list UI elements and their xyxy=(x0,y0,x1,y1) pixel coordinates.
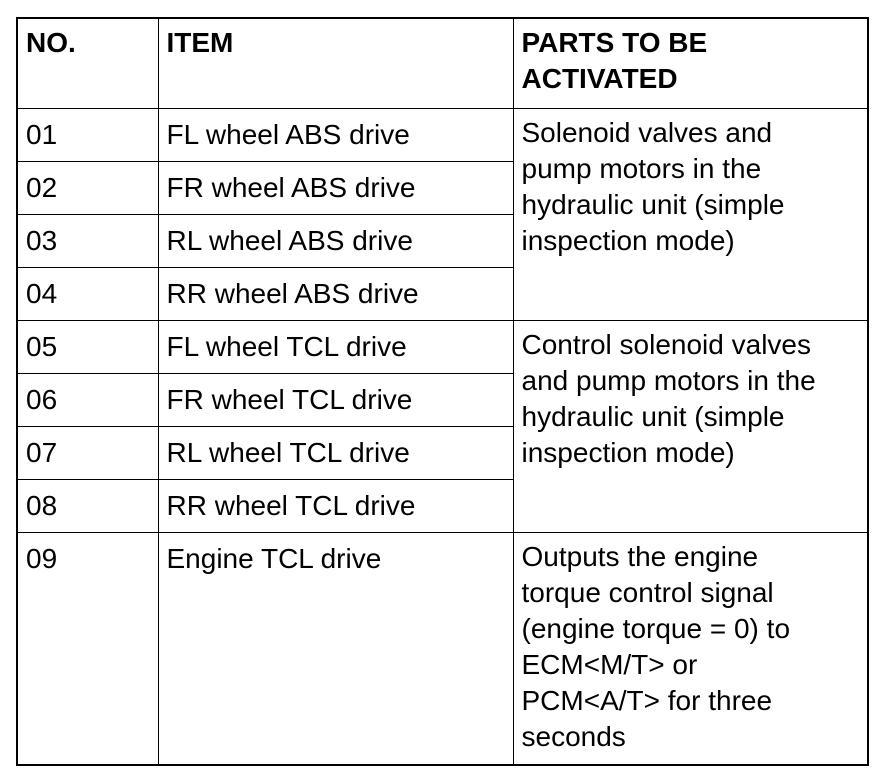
header-parts: PARTS TO BE ACTIVATED xyxy=(513,18,868,108)
cell-no: 09 xyxy=(17,532,158,765)
header-item: ITEM xyxy=(158,18,513,108)
cell-no: 08 xyxy=(17,479,158,532)
cell-no: 04 xyxy=(17,267,158,320)
table-row xyxy=(17,108,868,161)
cell-parts-abs: Solenoid valves and pump motors in the hydraulic unit (simple inspection mode) xyxy=(513,108,868,320)
cell-no: 05 xyxy=(17,320,158,373)
cell-item: FR wheel ABS drive xyxy=(158,161,513,214)
cell-parts-tcl: Control solenoid valves and pump motors in the hydraulic unit (simple inspection mode) xyxy=(513,320,868,532)
cell-item: FL wheel TCL drive xyxy=(158,320,513,373)
cell-item: RL wheel TCL drive xyxy=(158,426,513,479)
activation-table xyxy=(16,17,869,766)
table-row xyxy=(17,532,868,765)
header-row xyxy=(17,18,868,108)
cell-item: FL wheel ABS drive xyxy=(158,108,513,161)
cell-item: Engine TCL drive xyxy=(158,532,513,765)
cell-no: 03 xyxy=(17,214,158,267)
cell-no: 07 xyxy=(17,426,158,479)
cell-item: RR wheel TCL drive xyxy=(158,479,513,532)
cell-no: 02 xyxy=(17,161,158,214)
header-no: NO. xyxy=(17,18,158,108)
table-row xyxy=(17,320,868,373)
cell-no: 01 xyxy=(17,108,158,161)
cell-no: 06 xyxy=(17,373,158,426)
cell-parts-engine: Outputs the engine torque control signal (engine torque = 0) to ECM<M/T> or PCM<A/T> for three seconds xyxy=(513,532,868,765)
cell-item: RL wheel ABS drive xyxy=(158,214,513,267)
cell-item: RR wheel ABS drive xyxy=(158,267,513,320)
cell-item: FR wheel TCL drive xyxy=(158,373,513,426)
